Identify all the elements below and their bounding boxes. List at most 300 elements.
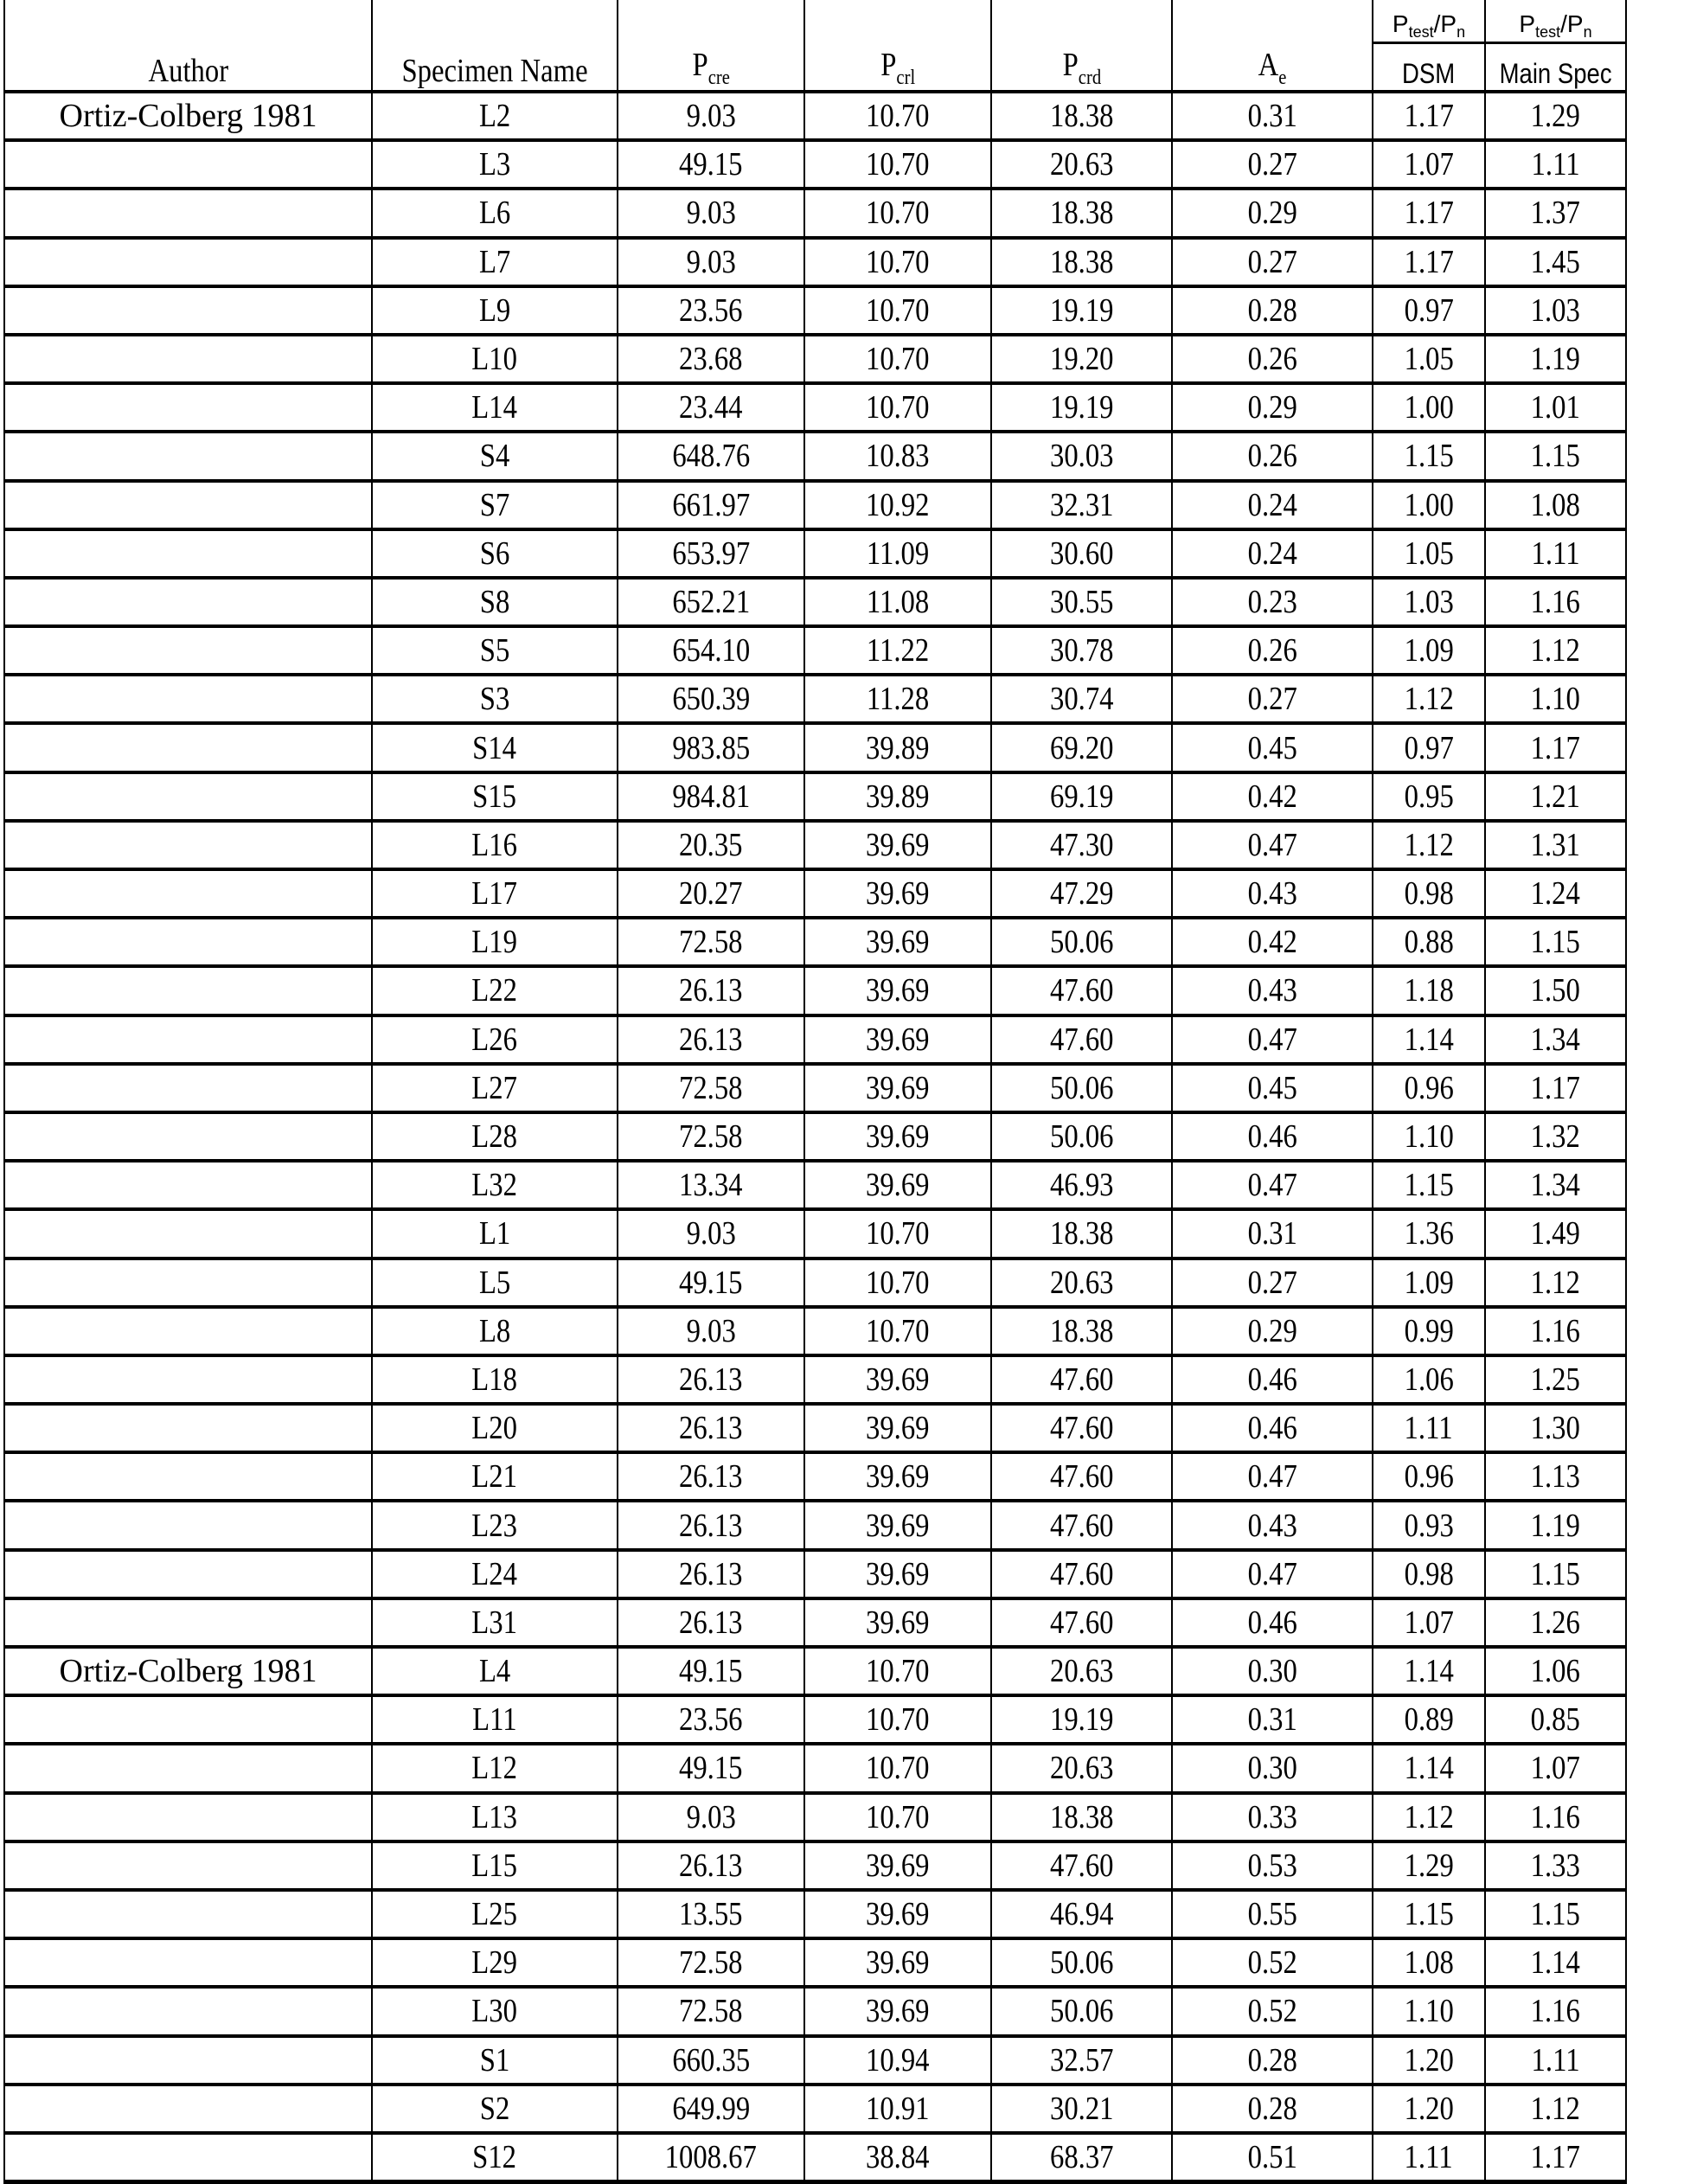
- cell-pcre: 649.99: [618, 2085, 804, 2133]
- cell-ratio-main-spec: 1.13: [1485, 1452, 1626, 1501]
- cell-pcrl: 10.70: [804, 1744, 991, 1792]
- table-row: [4, 1015, 1626, 1064]
- cell-ratio-main-spec: 1.49: [1485, 1209, 1626, 1258]
- cell-pcrd: 18.38: [991, 238, 1172, 286]
- cell-specimen-name: S3: [372, 675, 618, 723]
- cell-pcrd: 30.21: [991, 2085, 1172, 2133]
- cell-pcre: 984.81: [618, 772, 804, 821]
- cell-ratio-dsm: 1.06: [1373, 1355, 1485, 1404]
- cell-pcrl: 39.69: [804, 1452, 991, 1501]
- cell-specimen-name: L2: [372, 92, 618, 140]
- cell-pcrd: 47.29: [991, 869, 1172, 918]
- cell-pcre: 72.58: [618, 1112, 804, 1161]
- cell-pcrd: 20.63: [991, 1259, 1172, 1307]
- cell-ae: 0.29: [1172, 1307, 1373, 1355]
- cell-ratio-main-spec: 1.07: [1485, 1744, 1626, 1792]
- cell-pcre: 13.34: [618, 1161, 804, 1209]
- cell-ae: 0.47: [1172, 1550, 1373, 1598]
- cell-ae: 0.23: [1172, 578, 1373, 626]
- cell-ratio-main-spec: 1.16: [1485, 1793, 1626, 1841]
- cell-specimen-name: L7: [372, 238, 618, 286]
- cell-pcre: 648.76: [618, 432, 804, 480]
- cell-pcre: 9.03: [618, 1209, 804, 1258]
- cell-specimen-name: S2: [372, 2085, 618, 2133]
- cell-ae: 0.27: [1172, 1259, 1373, 1307]
- cell-ratio-dsm: 1.05: [1373, 335, 1485, 383]
- header-ratio-main-top: $P_{test}/P_n$: [1485, 0, 1626, 43]
- cell-author: [4, 238, 372, 286]
- cell-ae: 0.45: [1172, 723, 1373, 772]
- cell-specimen-name: L30: [372, 1987, 618, 2035]
- cell-pcre: 653.97: [618, 529, 804, 578]
- cell-ratio-dsm: 1.08: [1373, 1938, 1485, 1987]
- cell-author: [4, 1112, 372, 1161]
- cell-pcrd: 32.57: [991, 2036, 1172, 2085]
- cell-specimen-name: L19: [372, 918, 618, 966]
- cell-ratio-main-spec: 1.34: [1485, 1015, 1626, 1064]
- cell-pcrd: 50.06: [991, 1064, 1172, 1112]
- table-row: [4, 1064, 1626, 1112]
- cell-author: [4, 821, 372, 869]
- cell-author: [4, 481, 372, 529]
- cell-ratio-main-spec: 1.08: [1485, 481, 1626, 529]
- cell-ae: 0.43: [1172, 966, 1373, 1015]
- cell-specimen-name: L20: [372, 1404, 618, 1452]
- cell-ratio-dsm: 0.88: [1373, 918, 1485, 966]
- cell-ratio-dsm: 1.20: [1373, 2036, 1485, 2085]
- cell-pcre: 26.13: [618, 1501, 804, 1549]
- cell-pcrd: 30.55: [991, 578, 1172, 626]
- cell-pcrd: 69.20: [991, 723, 1172, 772]
- cell-ratio-dsm: 0.89: [1373, 1695, 1485, 1744]
- cell-specimen-name: S6: [372, 529, 618, 578]
- cell-author: Ortiz-Colberg 1981: [4, 92, 372, 140]
- cell-author: [4, 432, 372, 480]
- cell-ratio-dsm: 1.11: [1373, 2133, 1485, 2182]
- header-specimen-name: Specimen Name: [372, 0, 618, 92]
- cell-pcre: 9.03: [618, 1793, 804, 1841]
- cell-author: [4, 189, 372, 237]
- table-row: [4, 2085, 1626, 2133]
- cell-specimen-name: S4: [372, 432, 618, 480]
- cell-ratio-main-spec: 1.50: [1485, 966, 1626, 1015]
- cell-author: [4, 2085, 372, 2133]
- table-row: [4, 1550, 1626, 1598]
- cell-pcrl: 10.91: [804, 2085, 991, 2133]
- cell-pcrd: 30.03: [991, 432, 1172, 480]
- cell-pcre: 49.15: [618, 140, 804, 189]
- cell-pcrl: 10.94: [804, 2036, 991, 2085]
- cell-pcrl: 39.89: [804, 723, 991, 772]
- cell-pcrl: 10.92: [804, 481, 991, 529]
- table-row: [4, 1987, 1626, 2035]
- table-row: [4, 1452, 1626, 1501]
- cell-pcrd: 19.19: [991, 383, 1172, 432]
- cell-pcrd: 50.06: [991, 1938, 1172, 1987]
- cell-pcre: 72.58: [618, 918, 804, 966]
- header-pcrl: $P_{crl}$: [804, 0, 991, 92]
- cell-specimen-name: L26: [372, 1015, 618, 1064]
- cell-author: [4, 1209, 372, 1258]
- cell-specimen-name: L29: [372, 1938, 618, 1987]
- cell-author: [4, 140, 372, 189]
- table-row: [4, 189, 1626, 237]
- cell-pcrd: 19.19: [991, 1695, 1172, 1744]
- cell-pcrl: 11.09: [804, 529, 991, 578]
- cell-ae: 0.29: [1172, 189, 1373, 237]
- cell-pcrd: 30.78: [991, 626, 1172, 675]
- cell-author: [4, 2133, 372, 2182]
- cell-pcrl: 39.69: [804, 1064, 991, 1112]
- cell-pcre: 49.15: [618, 1647, 804, 1695]
- cell-pcre: 23.68: [618, 335, 804, 383]
- cell-ratio-dsm: 1.07: [1373, 140, 1485, 189]
- table-row: [4, 238, 1626, 286]
- cell-author: [4, 529, 372, 578]
- cell-ratio-dsm: 1.10: [1373, 1112, 1485, 1161]
- cell-pcrl: 39.69: [804, 1938, 991, 1987]
- cell-ae: 0.24: [1172, 529, 1373, 578]
- cell-ae: 0.52: [1172, 1938, 1373, 1987]
- cell-pcre: 26.13: [618, 1598, 804, 1647]
- cell-specimen-name: L6: [372, 189, 618, 237]
- cell-ratio-dsm: 1.17: [1373, 92, 1485, 140]
- cell-specimen-name: S14: [372, 723, 618, 772]
- cell-specimen-name: L23: [372, 1501, 618, 1549]
- cell-ae: 0.42: [1172, 772, 1373, 821]
- cell-pcrl: 39.69: [804, 1501, 991, 1549]
- cell-specimen-name: L18: [372, 1355, 618, 1404]
- cell-ae: 0.29: [1172, 383, 1373, 432]
- cell-ratio-main-spec: 1.19: [1485, 1501, 1626, 1549]
- cell-specimen-name: L10: [372, 335, 618, 383]
- cell-author: [4, 1064, 372, 1112]
- cell-pcre: 23.44: [618, 383, 804, 432]
- cell-pcrd: 47.60: [991, 1550, 1172, 1598]
- cell-ratio-main-spec: 1.15: [1485, 918, 1626, 966]
- cell-ae: 0.27: [1172, 675, 1373, 723]
- cell-ratio-dsm: 1.14: [1373, 1647, 1485, 1695]
- table-row: [4, 1161, 1626, 1209]
- cell-specimen-name: S8: [372, 578, 618, 626]
- cell-specimen-name: L21: [372, 1452, 618, 1501]
- cell-pcrl: 39.69: [804, 1161, 991, 1209]
- cell-ae: 0.24: [1172, 481, 1373, 529]
- cell-pcrd: 47.60: [991, 966, 1172, 1015]
- cell-author: [4, 1938, 372, 1987]
- cell-pcrl: 39.69: [804, 1987, 991, 2035]
- cell-author: [4, 723, 372, 772]
- cell-specimen-name: L25: [372, 1890, 618, 1938]
- cell-specimen-name: L12: [372, 1744, 618, 1792]
- table-row: [4, 918, 1626, 966]
- table-row: [4, 966, 1626, 1015]
- cell-specimen-name: L15: [372, 1841, 618, 1890]
- cell-author: [4, 578, 372, 626]
- cell-pcre: 26.13: [618, 1404, 804, 1452]
- cell-ratio-main-spec: 1.10: [1485, 675, 1626, 723]
- cell-specimen-name: L24: [372, 1550, 618, 1598]
- cell-pcre: 23.56: [618, 286, 804, 335]
- cell-ae: 0.30: [1172, 1647, 1373, 1695]
- table-body: [4, 92, 1626, 2182]
- cell-ratio-main-spec: 1.37: [1485, 189, 1626, 237]
- cell-specimen-name: L31: [372, 1598, 618, 1647]
- cell-ae: 0.51: [1172, 2133, 1373, 2182]
- cell-ae: 0.43: [1172, 1501, 1373, 1549]
- cell-ratio-main-spec: 1.01: [1485, 383, 1626, 432]
- table-row: [4, 723, 1626, 772]
- cell-pcrd: 18.38: [991, 1307, 1172, 1355]
- cell-ae: 0.46: [1172, 1355, 1373, 1404]
- cell-pcrd: 47.60: [991, 1404, 1172, 1452]
- cell-author: [4, 966, 372, 1015]
- cell-pcre: 20.35: [618, 821, 804, 869]
- cell-ratio-dsm: 0.98: [1373, 1550, 1485, 1598]
- header-ratio-dsm-top: $P_{test}/P_n$: [1373, 0, 1485, 43]
- cell-specimen-name: L32: [372, 1161, 618, 1209]
- cell-pcrl: 10.70: [804, 286, 991, 335]
- cell-pcrd: 47.60: [991, 1841, 1172, 1890]
- cell-pcrd: 69.19: [991, 772, 1172, 821]
- cell-ratio-main-spec: 1.15: [1485, 1890, 1626, 1938]
- cell-author: [4, 869, 372, 918]
- cell-pcrd: 46.94: [991, 1890, 1172, 1938]
- cell-ratio-dsm: 0.96: [1373, 1064, 1485, 1112]
- table-row: [4, 383, 1626, 432]
- cell-pcrd: 20.63: [991, 1647, 1172, 1695]
- cell-pcrd: 30.60: [991, 529, 1172, 578]
- cell-pcre: 26.13: [618, 966, 804, 1015]
- table-row: [4, 869, 1626, 918]
- cell-pcrl: 39.69: [804, 1598, 991, 1647]
- cell-pcrl: 39.89: [804, 772, 991, 821]
- cell-ratio-dsm: 1.36: [1373, 1209, 1485, 1258]
- table-row: [4, 1647, 1626, 1695]
- cell-pcre: 9.03: [618, 189, 804, 237]
- cell-author: [4, 1259, 372, 1307]
- table-row: [4, 1307, 1626, 1355]
- cell-ae: 0.46: [1172, 1404, 1373, 1452]
- cell-pcrd: 19.20: [991, 335, 1172, 383]
- cell-specimen-name: S7: [372, 481, 618, 529]
- cell-pcre: 661.97: [618, 481, 804, 529]
- cell-ratio-main-spec: 1.17: [1485, 723, 1626, 772]
- cell-pcrl: 10.70: [804, 1307, 991, 1355]
- cell-author: [4, 1355, 372, 1404]
- cell-author: [4, 2036, 372, 2085]
- cell-ratio-main-spec: 1.21: [1485, 772, 1626, 821]
- table-row: [4, 578, 1626, 626]
- cell-pcrd: 47.30: [991, 821, 1172, 869]
- cell-ae: 0.30: [1172, 1744, 1373, 1792]
- table-row: [4, 1695, 1626, 1744]
- cell-ae: 0.26: [1172, 432, 1373, 480]
- cell-ratio-main-spec: 1.45: [1485, 238, 1626, 286]
- cell-pcrl: 39.69: [804, 869, 991, 918]
- table-row: [4, 92, 1626, 140]
- cell-ratio-dsm: 1.09: [1373, 1259, 1485, 1307]
- cell-pcrl: 10.70: [804, 140, 991, 189]
- cell-author: [4, 1161, 372, 1209]
- cell-pcrl: 11.08: [804, 578, 991, 626]
- cell-pcre: 49.15: [618, 1259, 804, 1307]
- cell-pcre: 652.21: [618, 578, 804, 626]
- table-row: [4, 140, 1626, 189]
- cell-ratio-dsm: 1.07: [1373, 1598, 1485, 1647]
- cell-ratio-main-spec: 1.03: [1485, 286, 1626, 335]
- cell-ratio-main-spec: 1.12: [1485, 1259, 1626, 1307]
- cell-pcrd: 47.60: [991, 1501, 1172, 1549]
- cell-ratio-main-spec: 1.26: [1485, 1598, 1626, 1647]
- cell-ae: 0.28: [1172, 2085, 1373, 2133]
- cell-ratio-main-spec: 1.06: [1485, 1647, 1626, 1695]
- cell-pcrl: 39.69: [804, 966, 991, 1015]
- table-row: [4, 1890, 1626, 1938]
- cell-ratio-dsm: 1.18: [1373, 966, 1485, 1015]
- header-ratio-main-spec: Main Spec: [1485, 43, 1626, 92]
- cell-pcre: 72.58: [618, 1938, 804, 1987]
- cell-ratio-dsm: 0.95: [1373, 772, 1485, 821]
- cell-ratio-main-spec: 1.16: [1485, 1987, 1626, 2035]
- cell-author: [4, 1890, 372, 1938]
- cell-specimen-name: L4: [372, 1647, 618, 1695]
- cell-ae: 0.31: [1172, 1695, 1373, 1744]
- cell-pcrd: 47.60: [991, 1355, 1172, 1404]
- cell-ae: 0.27: [1172, 238, 1373, 286]
- cell-ratio-dsm: 1.14: [1373, 1744, 1485, 1792]
- cell-author: [4, 335, 372, 383]
- table-row: [4, 2133, 1626, 2182]
- cell-ae: 0.55: [1172, 1890, 1373, 1938]
- specimen-results-table: [3, 0, 1627, 2184]
- cell-author: [4, 1404, 372, 1452]
- cell-pcrl: 10.70: [804, 335, 991, 383]
- cell-ae: 0.27: [1172, 140, 1373, 189]
- cell-pcrl: 10.70: [804, 1695, 991, 1744]
- cell-pcrd: 32.31: [991, 481, 1172, 529]
- table-row: [4, 1793, 1626, 1841]
- cell-pcre: 13.55: [618, 1890, 804, 1938]
- cell-pcre: 20.27: [618, 869, 804, 918]
- cell-ratio-dsm: 1.17: [1373, 189, 1485, 237]
- cell-ratio-dsm: 1.09: [1373, 626, 1485, 675]
- cell-specimen-name: S5: [372, 626, 618, 675]
- table-row: [4, 432, 1626, 480]
- cell-ratio-dsm: 1.05: [1373, 529, 1485, 578]
- cell-author: [4, 1307, 372, 1355]
- cell-specimen-name: L14: [372, 383, 618, 432]
- cell-ratio-dsm: 1.12: [1373, 1793, 1485, 1841]
- cell-specimen-name: L8: [372, 1307, 618, 1355]
- cell-pcrl: 39.69: [804, 1355, 991, 1404]
- cell-pcrl: 39.69: [804, 1404, 991, 1452]
- cell-specimen-name: L22: [372, 966, 618, 1015]
- cell-author: [4, 1452, 372, 1501]
- cell-author: [4, 1501, 372, 1549]
- cell-author: Ortiz-Colberg 1981: [4, 1647, 372, 1695]
- table-row: [4, 1209, 1626, 1258]
- cell-ratio-dsm: 1.17: [1373, 238, 1485, 286]
- cell-pcrl: 10.70: [804, 383, 991, 432]
- table-header: [4, 0, 1626, 92]
- table-row: [4, 626, 1626, 675]
- table-row: [4, 1404, 1626, 1452]
- cell-author: [4, 1598, 372, 1647]
- cell-ratio-main-spec: 1.11: [1485, 140, 1626, 189]
- cell-pcrl: 10.70: [804, 92, 991, 140]
- cell-pcrl: 39.69: [804, 1112, 991, 1161]
- cell-pcrl: 39.69: [804, 1841, 991, 1890]
- cell-pcrd: 47.60: [991, 1015, 1172, 1064]
- cell-pcrl: 10.70: [804, 1209, 991, 1258]
- cell-pcrd: 50.06: [991, 918, 1172, 966]
- cell-pcrd: 30.74: [991, 675, 1172, 723]
- cell-pcrl: 10.70: [804, 1647, 991, 1695]
- cell-ratio-dsm: 1.12: [1373, 821, 1485, 869]
- cell-ratio-main-spec: 1.14: [1485, 1938, 1626, 1987]
- cell-ae: 0.47: [1172, 1452, 1373, 1501]
- cell-pcrd: 18.38: [991, 189, 1172, 237]
- table-row: [4, 481, 1626, 529]
- cell-author: [4, 383, 372, 432]
- cell-ratio-dsm: 0.97: [1373, 286, 1485, 335]
- cell-ratio-main-spec: 1.11: [1485, 529, 1626, 578]
- cell-ratio-main-spec: 1.17: [1485, 2133, 1626, 2182]
- header-author: Author: [4, 0, 372, 92]
- cell-pcrl: 39.69: [804, 918, 991, 966]
- cell-specimen-name: L1: [372, 1209, 618, 1258]
- cell-ratio-main-spec: 0.85: [1485, 1695, 1626, 1744]
- header-ae: $A_e$: [1172, 0, 1373, 92]
- cell-ae: 0.31: [1172, 1209, 1373, 1258]
- header-pcrd: $P_{crd}$: [991, 0, 1172, 92]
- cell-pcre: 26.13: [618, 1841, 804, 1890]
- cell-ae: 0.33: [1172, 1793, 1373, 1841]
- cell-ae: 0.45: [1172, 1064, 1373, 1112]
- cell-pcrd: 47.60: [991, 1452, 1172, 1501]
- cell-author: [4, 1793, 372, 1841]
- table-row: [4, 1744, 1626, 1792]
- cell-ratio-main-spec: 1.25: [1485, 1355, 1626, 1404]
- cell-specimen-name: L17: [372, 869, 618, 918]
- cell-pcrl: 10.70: [804, 1259, 991, 1307]
- cell-specimen-name: L9: [372, 286, 618, 335]
- cell-specimen-name: L5: [372, 1259, 618, 1307]
- cell-ratio-main-spec: 1.15: [1485, 1550, 1626, 1598]
- cell-ratio-dsm: 1.00: [1373, 383, 1485, 432]
- cell-ratio-dsm: 1.14: [1373, 1015, 1485, 1064]
- table-row: [4, 335, 1626, 383]
- cell-ratio-main-spec: 1.11: [1485, 2036, 1626, 2085]
- cell-ratio-main-spec: 1.16: [1485, 1307, 1626, 1355]
- cell-pcrl: 10.70: [804, 238, 991, 286]
- table-row: [4, 286, 1626, 335]
- cell-pcrd: 46.93: [991, 1161, 1172, 1209]
- cell-pcrd: 20.63: [991, 1744, 1172, 1792]
- cell-ae: 0.42: [1172, 918, 1373, 966]
- cell-pcre: 9.03: [618, 92, 804, 140]
- cell-ae: 0.28: [1172, 2036, 1373, 2085]
- cell-pcrd: 19.19: [991, 286, 1172, 335]
- cell-author: [4, 772, 372, 821]
- cell-pcrd: 50.06: [991, 1987, 1172, 2035]
- cell-ratio-dsm: 0.99: [1373, 1307, 1485, 1355]
- cell-pcre: 72.58: [618, 1064, 804, 1112]
- cell-pcrd: 18.38: [991, 1209, 1172, 1258]
- cell-ae: 0.47: [1172, 821, 1373, 869]
- cell-pcrl: 11.22: [804, 626, 991, 675]
